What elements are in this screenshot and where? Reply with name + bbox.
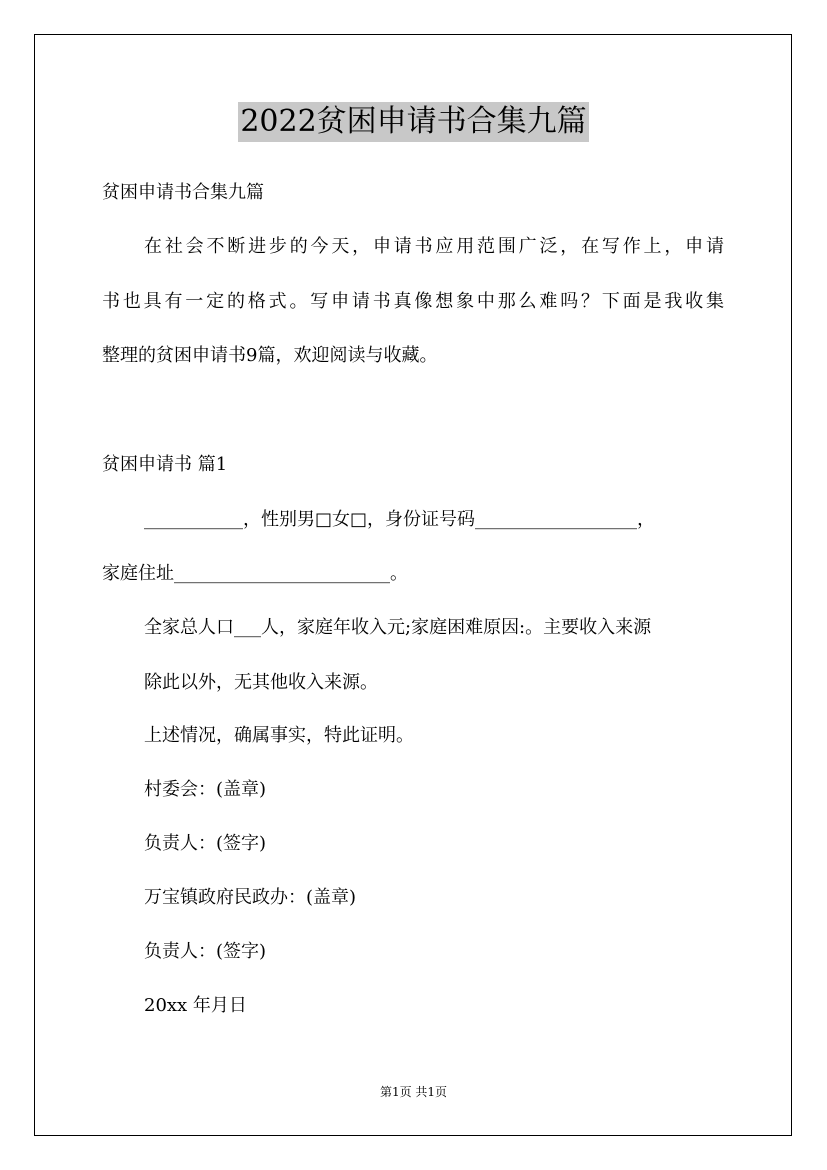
intro-line-3: 整理的贫困申请书9篇，欢迎阅读与收藏。: [102, 345, 438, 366]
intro-line-2: 书也具有一定的格式。写申请书真像想象中那么难吗？下面是我收集: [102, 291, 724, 312]
form-line-name-id: ___________，性别男□女□，身份证号码__________________，: [144, 509, 656, 530]
body-line-village-committee: 村委会：(盖章): [144, 779, 267, 800]
body-line-responsible-person-1: 负责人：(签字): [144, 833, 267, 854]
document-title: 2022贫困申请书合集九篇: [238, 102, 588, 142]
section-heading: 贫困申请书 篇1: [102, 454, 228, 475]
title-container: [0, 102, 827, 142]
form-line-address: 家庭住址________________________。: [102, 563, 408, 584]
body-line-responsible-person-2: 负责人：(签字): [144, 941, 267, 962]
body-line-certification: 上述情况，确属事实，特此证明。: [144, 725, 414, 746]
body-line-civil-affairs-office: 万宝镇政府民政办：(盖章): [144, 887, 357, 908]
body-line-no-other-income: 除此以外，无其他收入来源。: [144, 672, 378, 693]
document-subtitle: 贫困申请书合集九篇: [102, 182, 264, 203]
body-line-household: 全家总人口___人，家庭年收入元;家庭困难原因:。主要收入来源: [144, 617, 652, 638]
body-line-date: 20xx 年月日: [144, 995, 247, 1016]
intro-line-1: 在社会不断进步的今天，申请书应用范围广泛，在写作上，申请: [144, 236, 724, 257]
page-footer: 第1页 共1页: [379, 1085, 448, 1099]
